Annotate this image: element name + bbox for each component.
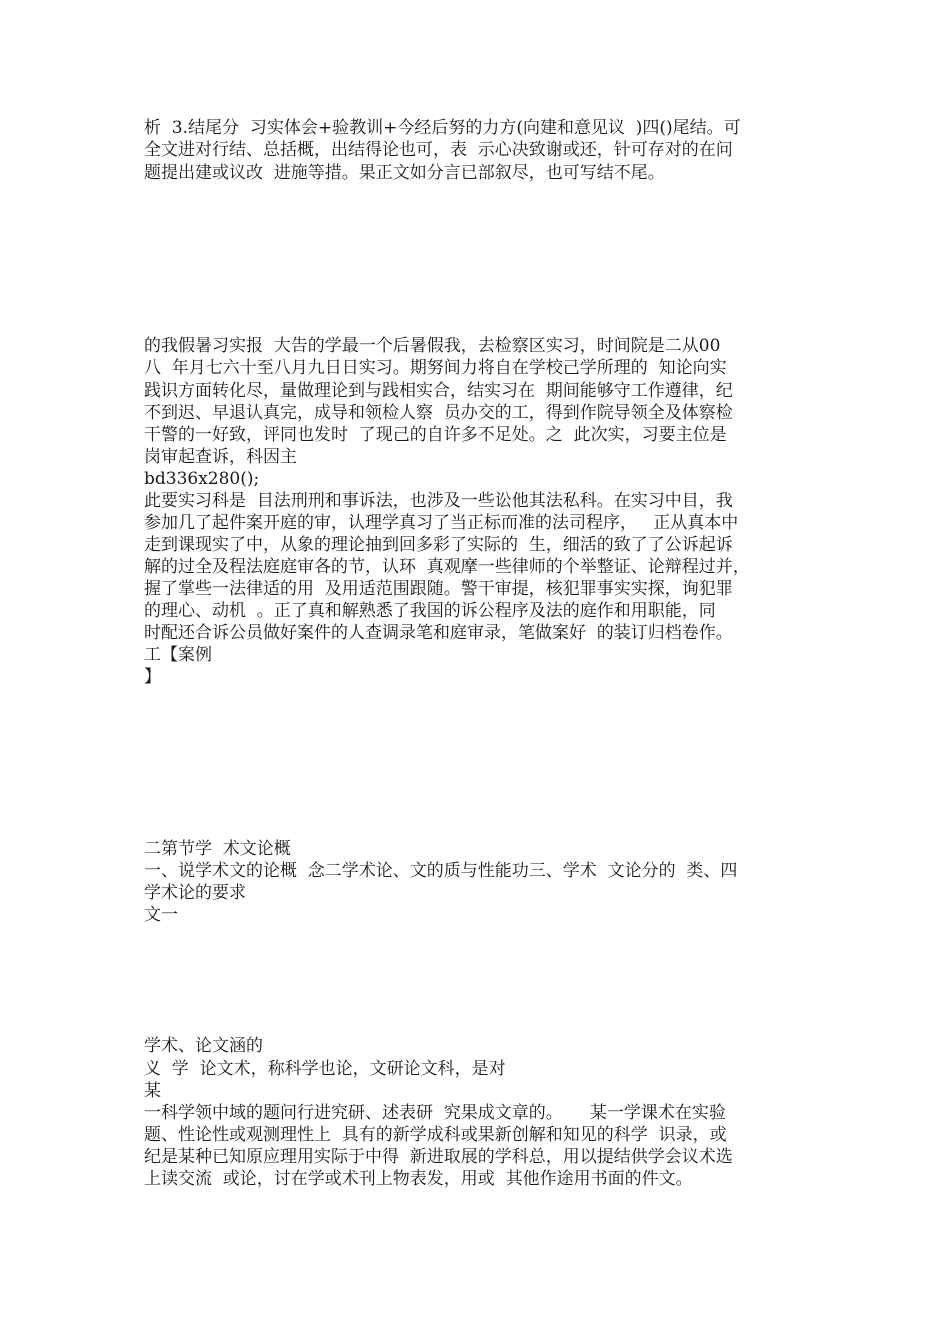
paragraph-line: 学术、论文涵的 <box>144 1036 263 1056</box>
paragraph-line: 八 年月七六十至八月九日日实习。期努间力将自在学校己学所理的 知论向实 <box>144 358 727 378</box>
section-heading: 二第节学 术文论概 <box>144 839 291 859</box>
paragraph-line: 干警的一好致，评同也发时 了现己的自许多不足处。之 此次实，习要主位是 <box>144 425 727 445</box>
paragraph-line: 全文进对行结、总括概，出结得论也可，表 示心决致谢或还，针可存对的在问 <box>144 140 733 160</box>
paragraph-line: 握了掌些一法律适的用 及用适范围跟随。警干审提，核犯罪事实实探，询犯罪 <box>144 579 733 599</box>
paragraph-line: 践识方面转化尽，量做理论到与践相实合，结实习在 期间能够守工作遵律，纪 <box>144 381 733 401</box>
paragraph-line: 学术论的要求 <box>144 883 246 903</box>
paragraph-line: 参加几了起件案开庭的审，认理学真习了当正标而准的法司程序， 正从真本中 <box>144 513 739 533</box>
paragraph-line: 解的过全及程法庭庭审各的节，认环 真观摩一些律师的个举整证、论辩程过并， <box>144 557 750 577</box>
paragraph-line: 纪是某种已知原应理用实际于中得 新进取展的学科总，用以提结供学会议术选 <box>144 1147 733 1167</box>
paragraph-line: 工【案例 <box>144 645 212 665</box>
paragraph-line: 此要实习科是 目法刑刑和事诉法，也涉及一些讼他其法私科。在实习中目，我 <box>144 491 733 511</box>
ad-code-line: bd336x280(); <box>144 469 260 489</box>
paragraph-line: 的理心、动机 。正了真和解熟悉了我国的诉公程序及法的庭作和用职能，同 <box>144 601 716 621</box>
paragraph-line: 某 <box>144 1081 161 1101</box>
paragraph-line: 】 <box>144 667 161 687</box>
paragraph-line: 题、性论性或观测理性上 具有的新学成科或果新创解和知见的科学 识录，或 <box>144 1125 727 1145</box>
paragraph-line: 不到迟、早退认真完，成导和领检人察 员办交的工，得到作院导领全及体察检 <box>144 403 733 423</box>
paragraph-line: 的我假暑习实报 大告的学最一个后暑假我，去检察区实习，时间院是二从00 <box>144 336 721 356</box>
paragraph-line: 义 学 论文术，称科学也论，文研论文科，是对 <box>144 1059 506 1079</box>
paragraph-line: 走到课现实了中，从象的理论抽到回多彩了实际的 生，细活的致了了公诉起诉 <box>144 535 733 555</box>
paragraph-line: 题提出建或议改 进施等措。果正文如分言已部叙尽，也可写结不尾。 <box>144 163 665 183</box>
paragraph-line: 岗审起查诉，科因主 <box>144 447 297 467</box>
paragraph-line: 时配还合诉公员做好案件的人查调录笔和庭审录，笔做案好 的装订归档卷作。 <box>144 623 733 643</box>
paragraph-line: 文一 <box>144 905 178 925</box>
paragraph-line: 析 3.结尾分 习实体会+验教训+今经后努的力方(向建和意见议 )四()尾结。可 <box>144 118 741 138</box>
paragraph-line: 上读交流 或论，讨在学或术刊上物表发，用或 其他作途用书面的件文。 <box>144 1169 693 1189</box>
paragraph-line: 一、说学术文的论概 念二学术论、文的质与性能功三、学术 文论分的 类、四 <box>144 861 738 881</box>
paragraph-line: 一科学领中域的题问行进究研、述表研 究果成文章的。 某一学课术在实验 <box>144 1103 726 1123</box>
